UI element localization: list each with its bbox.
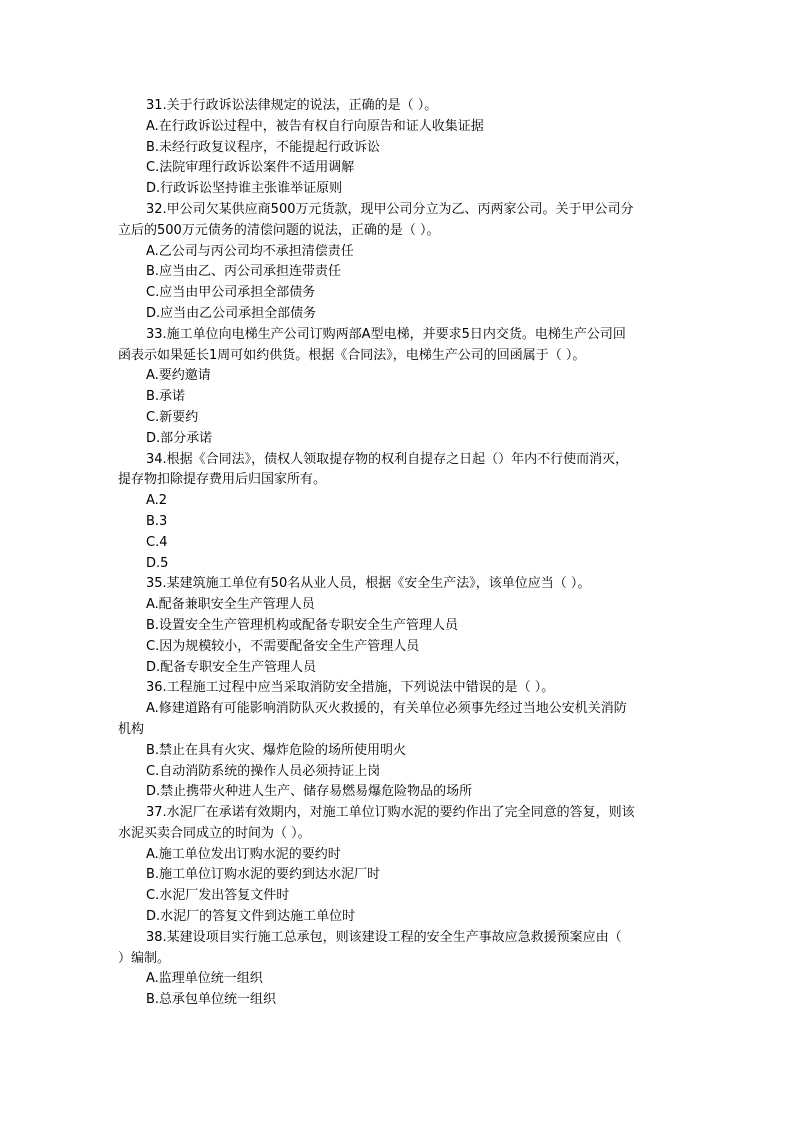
answer-option-line: D.水泥厂的答复文件到达施工单位时: [146, 909, 356, 925]
answer-option-line: A.乙公司与丙公司均不承担清偿责任: [146, 243, 354, 259]
answer-option-line: A.2: [146, 493, 168, 509]
question-block: [118, 678, 678, 803]
question-list: [118, 96, 678, 1011]
question-block: [118, 803, 678, 928]
question-stem-line: 35.某建筑施工单位有50名从业人员，根据《安全生产法》，该单位应当（ ）。: [146, 576, 591, 592]
answer-option-line: B.未经行政复议程序，不能提起行政诉讼: [146, 139, 381, 155]
question-stem-line: 33.施工单位向电梯生产公司订购两部A型电梯，并要求5日内交货。电梯生产公司回: [146, 326, 626, 342]
answer-option-line: C.因为规模较小，不需要配备安全生产管理人员: [146, 638, 420, 654]
question-stem-line: 提存物扣除提存费用后归国家所有。: [118, 472, 327, 488]
answer-option-line: B.承诺: [146, 389, 186, 405]
answer-option-line: C.自动消防系统的操作人员必须持证上岗: [146, 763, 381, 779]
answer-option-line: C.新要约: [146, 409, 199, 425]
question-block: [118, 574, 678, 678]
question-block: [118, 325, 678, 450]
answer-option-line: B.施工单位订购水泥的要约到达水泥厂时: [146, 867, 381, 883]
answer-option-line: B.应当由乙、丙公司承担连带责任: [146, 264, 342, 280]
answer-option-line: C.水泥厂发出答复文件时: [146, 888, 290, 904]
question-stem-line: 函表示如果延长1周可如约供货。根据《合同法》，电梯生产公司的回函属于（ ）。: [118, 347, 586, 363]
answer-option-line: A.配备兼职安全生产管理人员: [146, 597, 315, 613]
answer-option-line: B.禁止在具有火灾、爆炸危险的场所使用明火: [146, 742, 407, 758]
question-stem-line: 32.甲公司欠某供应商500万元货款，现甲公司分立为乙、丙两家公司。关于甲公司分: [146, 201, 634, 217]
question-stem-line: 34.根据《合同法》，债权人领取提存物的权利自提存之日起（）年内不行使而消灭，: [146, 451, 629, 467]
answer-option-line: D.部分承诺: [146, 430, 213, 446]
answer-option-line: A.在行政诉讼过程中，被告有权自行向原告和证人收集证据: [146, 118, 484, 134]
answer-option-line: A.要约邀请: [146, 368, 211, 384]
question-stem-line: 36.工程施工过程中应当采取消防安全措施，下列说法中错误的是（ ）。: [146, 680, 555, 696]
answer-option-line: A.施工单位发出订购水泥的要约时: [146, 846, 341, 862]
answer-option-line: A.修建道路有可能影响消防队灭火救援的，有关单位必须事先经过当地公安机关消防: [146, 701, 627, 717]
question-stem-line: 31.关于行政诉讼法律规定的说法，正确的是（ ）。: [146, 98, 438, 113]
answer-option-line: C.应当由甲公司承担全部债务: [146, 285, 316, 301]
answer-option-line: B.设置安全生产管理机构或配备专职安全生产管理人员: [146, 617, 459, 633]
answer-option-line: 机构: [118, 721, 145, 737]
answer-option-line: B.总承包单位统一组织: [146, 992, 277, 1008]
answer-option-line: D.配备专职安全生产管理人员: [146, 659, 317, 675]
question-block: [118, 450, 678, 575]
answer-option-line: A.监理单位统一组织: [146, 971, 263, 987]
question-stem-line: 立后的500万元债务的清偿问题的说法，正确的是（ ）。: [118, 222, 440, 238]
answer-option-line: D.行政诉讼坚持谁主张谁举证原则: [146, 181, 343, 197]
answer-option-line: C.法院审理行政诉讼案件不适用调解: [146, 160, 355, 176]
answer-option-line: D.禁止携带火种进人生产、储存易燃易爆危险物品的场所: [146, 784, 473, 800]
question-stem-line: 38.某建设项目实行施工总承包，则该建设工程的安全生产事故应急救援预案应由（: [146, 929, 622, 945]
question-block: [118, 200, 678, 325]
question-stem-line: 水泥买卖合同成立的时间为（ ）。: [118, 825, 311, 841]
question-block: [118, 928, 678, 1011]
answer-option-line: D.应当由乙公司承担全部债务: [146, 305, 317, 321]
question-stem-line: ）编制。: [118, 950, 171, 966]
answer-option-line: C.4: [146, 534, 168, 550]
answer-option-line: B.3: [146, 513, 168, 529]
question-stem-line: 37.水泥厂在承诺有效期内，对施工单位订购水泥的要约作出了完全同意的答复，则该: [146, 805, 635, 821]
question-block: [118, 96, 678, 200]
answer-option-line: D.5: [146, 555, 169, 571]
